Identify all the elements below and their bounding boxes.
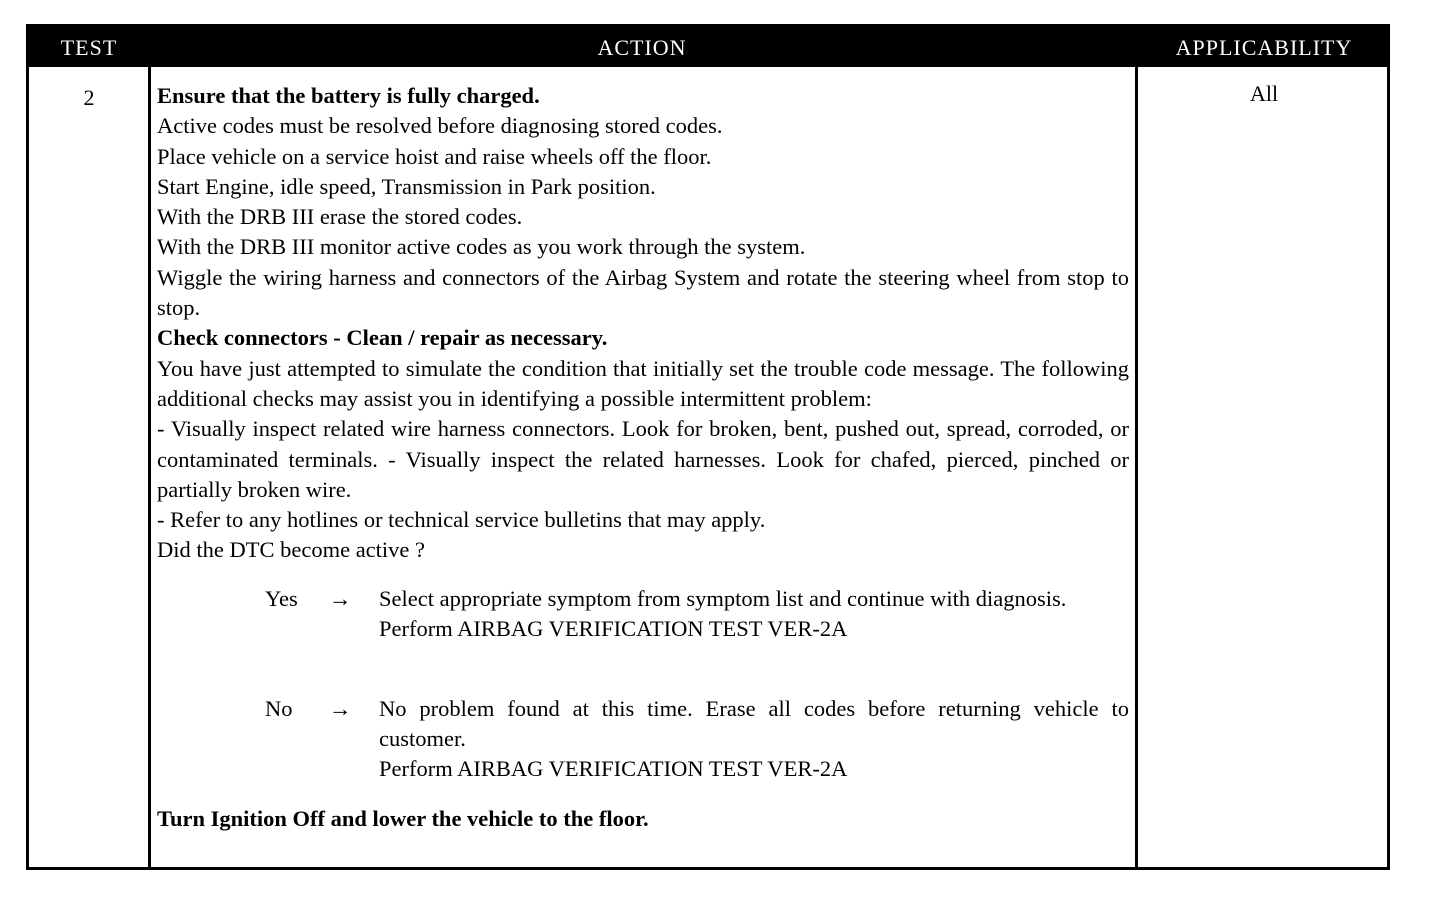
response-yes-perform: Perform AIRBAG VERIFICATION TEST VER-2A: [379, 616, 848, 642]
arrow-right-icon: →: [329, 695, 352, 721]
response-no-perform: Perform AIRBAG VERIFICATION TEST VER-2A: [379, 756, 848, 782]
response-yes: [157, 584, 1129, 674]
header-action: ACTION: [597, 35, 687, 60]
action-line-final: Turn Ignition Off and lower the vehicle to the floor.: [157, 805, 649, 831]
action-line-start-engine: Start Engine, idle speed, Transmission in Park position.: [157, 173, 656, 199]
column-divider: [1135, 67, 1138, 867]
test-number: 2: [83, 85, 95, 110]
action-line-erase-codes: With the DRB III erase the stored codes.: [157, 204, 523, 230]
column-divider: [148, 67, 151, 867]
action-line-hoist: Place vehicle on a service hoist and raise wheels off the floor.: [157, 143, 712, 169]
response-no: [157, 694, 1129, 784]
action-line-wiggle-harness: Wiggle the wiring harness and connectors of the Airbag System and rotate the steering wheel from stop to stop.: [157, 264, 1129, 321]
header-applicability: APPLICABILITY: [1175, 35, 1353, 60]
action-line-battery: Ensure that the battery is fully charged.: [157, 83, 540, 108]
action-cell: [157, 81, 1129, 834]
response-yes-label: Yes: [265, 585, 298, 611]
table-header: [29, 27, 1387, 67]
action-line-monitor-codes: With the DRB III monitor active codes as you work through the system.: [157, 234, 806, 260]
action-line-simulate: You have just attempted to simulate the condition that initially set the trouble code message. The following additional checks may assist you in identifying a possible intermittent problem:: [157, 355, 1129, 411]
action-line-check-connectors: Check connectors - Clean / repair as necessary.: [157, 325, 608, 351]
diagnostic-table: [26, 24, 1390, 870]
response-no-instruction: No problem found at this time. Erase all codes before returning vehicle to customer.: [379, 695, 1129, 752]
response-yes-text: [379, 584, 1129, 645]
response-no-text: [379, 694, 1129, 785]
arrow-right-icon: →: [329, 585, 352, 611]
response-no-label: No: [265, 695, 293, 721]
header-test: TEST: [60, 35, 118, 60]
action-line-active-codes: Active codes must be resolved before diagnosing stored codes.: [157, 113, 723, 139]
action-line-hotlines: - Refer to any hotlines or technical service bulletins that may apply.: [157, 507, 766, 533]
applicability-value: All: [1249, 81, 1279, 106]
response-yes-instruction: Select appropriate symptom from symptom list and continue with diagnosis.: [379, 585, 1067, 611]
action-line-inspect-connectors: - Visually inspect related wire harness connectors. Look for broken, bent, pushed out, spread, corroded, or contaminated terminals. - Visually inspect the related harnesses. Look for chafed, pierced, pinched or partially broken wire.: [157, 416, 1129, 502]
action-line-question: Did the DTC become active ?: [157, 537, 426, 563]
